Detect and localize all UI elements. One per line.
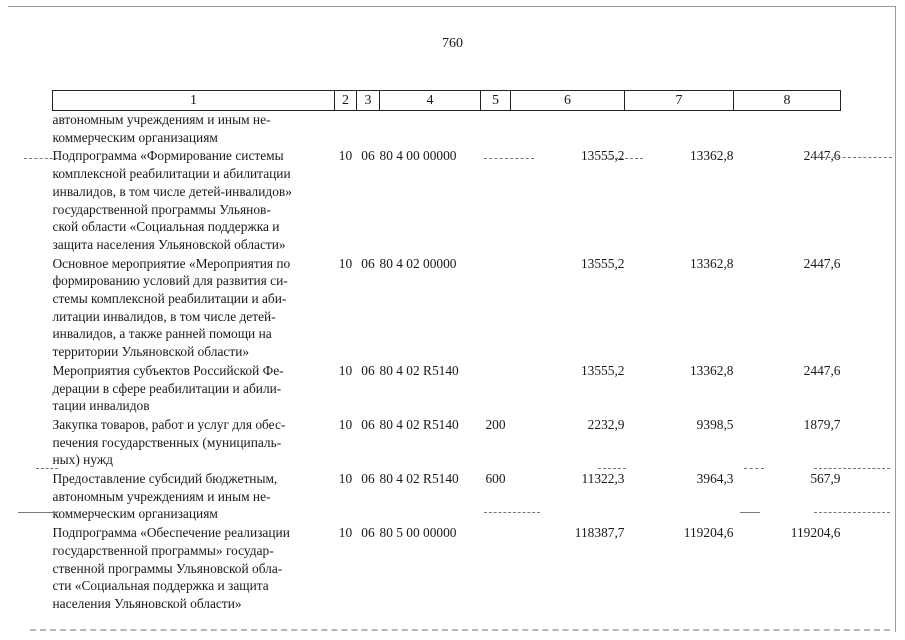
row-amount-col8: 119204,6 bbox=[790, 525, 841, 541]
row-amount-col7: 9398,5 bbox=[696, 416, 734, 432]
description-line: государственной программы Ульянов- bbox=[52, 201, 271, 217]
scan-artifact-line bbox=[814, 512, 890, 513]
row-description bbox=[53, 416, 335, 470]
row-description bbox=[53, 362, 335, 416]
table-body bbox=[53, 111, 841, 614]
scan-artifact-line bbox=[24, 158, 58, 159]
header-col-2: 2 bbox=[335, 91, 357, 111]
row-amount-col6: 11322,3 bbox=[581, 471, 625, 487]
scan-artifact-line bbox=[484, 158, 534, 159]
description-line: формированию условий для развития си- bbox=[52, 273, 288, 289]
row-section: 10 bbox=[338, 362, 353, 378]
description-line: Мероприятия субъектов Российской Фе- bbox=[52, 362, 284, 378]
row-amount-col8: 567,9 bbox=[810, 471, 841, 487]
row-subsection: 06 bbox=[361, 148, 375, 164]
row-amount-col7 bbox=[625, 111, 734, 148]
row-subsection: 06 bbox=[361, 362, 375, 378]
row-section: 10 bbox=[338, 416, 353, 432]
row-target-code: 80 4 02 00000 bbox=[379, 255, 457, 271]
description-line: Подпрограмма «Формирование системы bbox=[52, 148, 284, 164]
row-expense-type bbox=[481, 524, 511, 614]
description-line: инвалидов, а также ранней помощи на bbox=[52, 326, 272, 342]
row-amount-col8: 2447,6 bbox=[803, 148, 841, 164]
description-line: сти «Социальная поддержка и защита bbox=[52, 578, 269, 594]
scan-artifact-bottom bbox=[30, 629, 890, 631]
row-target-code bbox=[380, 111, 481, 148]
header-col-7: 7 bbox=[625, 91, 734, 111]
row-amount-col8 bbox=[734, 111, 841, 148]
scan-artifact-line bbox=[814, 468, 890, 469]
description-line: инвалидов, в том числе детей-инвалидов» bbox=[52, 183, 292, 199]
row-target-code: 80 4 02 R5140 bbox=[379, 416, 459, 432]
header-col-1: 1 bbox=[53, 91, 335, 111]
description-line: ных) нужд bbox=[52, 452, 113, 468]
description-line: комплексной реабилитации и абилитации bbox=[52, 166, 291, 182]
row-amount-col6: 13555,2 bbox=[580, 148, 625, 164]
description-line: коммерческим организациям bbox=[52, 129, 218, 145]
row-target-code: 80 4 02 R5140 bbox=[379, 471, 459, 487]
description-line: Подпрограмма «Обеспечение реализации bbox=[52, 525, 290, 541]
row-target-code: 80 4 00 00000 bbox=[379, 148, 457, 164]
row-expense-type: 600 bbox=[485, 471, 506, 487]
row-amount-col6: 2232,9 bbox=[587, 416, 625, 432]
row-amount-col7: 13362,8 bbox=[689, 362, 734, 378]
scan-artifact-line bbox=[740, 512, 760, 513]
description-line: Основное мероприятие «Мероприятия по bbox=[52, 255, 291, 271]
scan-artifact-line bbox=[18, 512, 58, 513]
row-section: 10 bbox=[338, 148, 353, 164]
header-col-5: 5 bbox=[481, 91, 511, 111]
row-amount-col8: 1879,7 bbox=[803, 416, 841, 432]
scan-artifact-line bbox=[36, 468, 58, 469]
table-row bbox=[53, 416, 841, 470]
row-description bbox=[53, 147, 335, 254]
row-section: 10 bbox=[338, 255, 353, 271]
row-section bbox=[335, 111, 357, 148]
row-expense-type bbox=[481, 147, 511, 254]
description-line: ской области «Социальная поддержка и bbox=[52, 219, 280, 235]
row-amount-col6: 13555,2 bbox=[580, 362, 625, 378]
description-line: автономным учреждениям и иным не- bbox=[52, 488, 271, 504]
header-col-4: 4 bbox=[380, 91, 481, 111]
description-line: государственной программы» государ- bbox=[52, 542, 274, 558]
budget-table bbox=[52, 90, 841, 614]
row-expense-type bbox=[481, 362, 511, 416]
scan-artifact-line bbox=[598, 468, 626, 469]
description-line: ственной программы Ульяновской обла- bbox=[52, 560, 283, 576]
header-col-3: 3 bbox=[357, 91, 380, 111]
header-col-6: 6 bbox=[511, 91, 625, 111]
description-line: коммерческим организациям bbox=[52, 506, 218, 522]
row-amount-col6 bbox=[511, 111, 625, 148]
description-line: тации инвалидов bbox=[52, 398, 150, 414]
scan-artifact-line bbox=[812, 157, 892, 158]
row-expense-type: 200 bbox=[485, 416, 506, 432]
row-section: 10 bbox=[338, 525, 353, 541]
scan-artifact-line bbox=[605, 158, 643, 159]
table-row bbox=[53, 524, 841, 614]
row-subsection: 06 bbox=[361, 255, 375, 271]
description-line: печения государственных (муниципаль- bbox=[52, 434, 282, 450]
row-amount-col7: 3964,3 bbox=[696, 471, 734, 487]
table-row bbox=[53, 255, 841, 362]
row-subsection: 06 bbox=[361, 416, 375, 432]
row-amount-col8: 2447,6 bbox=[803, 255, 841, 271]
row-expense-type bbox=[481, 255, 511, 362]
description-line: автономным учреждениям и иным не- bbox=[52, 112, 271, 127]
row-subsection: 06 bbox=[361, 525, 375, 541]
row-expense-type bbox=[481, 111, 511, 148]
row-amount-col6: 13555,2 bbox=[580, 255, 625, 271]
row-description bbox=[53, 470, 335, 524]
row-amount-col7: 119204,6 bbox=[683, 525, 734, 541]
description-line: Предоставление субсидий бюджетным, bbox=[52, 471, 278, 487]
description-line: населения Ульяновской области» bbox=[52, 595, 242, 611]
row-section: 10 bbox=[338, 471, 353, 487]
table-row bbox=[53, 470, 841, 524]
table-row bbox=[53, 362, 841, 416]
description-line: Закупка товаров, работ и услуг для обес- bbox=[52, 416, 286, 432]
description-line: стемы комплексной реабилитации и аби- bbox=[52, 291, 287, 307]
scan-artifact-line bbox=[484, 512, 540, 513]
header-row bbox=[53, 91, 841, 111]
description-line: территории Ульяновской области» bbox=[52, 344, 250, 360]
table-row bbox=[53, 147, 841, 254]
page-number: 760 bbox=[442, 36, 463, 51]
row-description bbox=[53, 111, 335, 148]
row-target-code: 80 4 02 R5140 bbox=[379, 362, 459, 378]
row-amount-col8: 2447,6 bbox=[803, 362, 841, 378]
description-line: дерации в сфере реабилитации и абили- bbox=[52, 380, 282, 396]
row-amount-col7: 13362,8 bbox=[689, 255, 734, 271]
description-line: литации инвалидов, в том числе детей- bbox=[52, 308, 276, 324]
row-description bbox=[53, 524, 335, 614]
header-col-8: 8 bbox=[734, 91, 841, 111]
row-subsection bbox=[357, 111, 380, 148]
scan-artifact-line bbox=[744, 468, 764, 469]
row-target-code: 80 5 00 00000 bbox=[379, 525, 457, 541]
row-amount-col6: 118387,7 bbox=[574, 525, 625, 541]
row-subsection: 06 bbox=[361, 471, 375, 487]
description-line: защита населения Ульяновской области» bbox=[52, 236, 286, 252]
table-row bbox=[53, 111, 841, 148]
row-amount-col7: 13362,8 bbox=[689, 148, 734, 164]
row-description bbox=[53, 255, 335, 362]
